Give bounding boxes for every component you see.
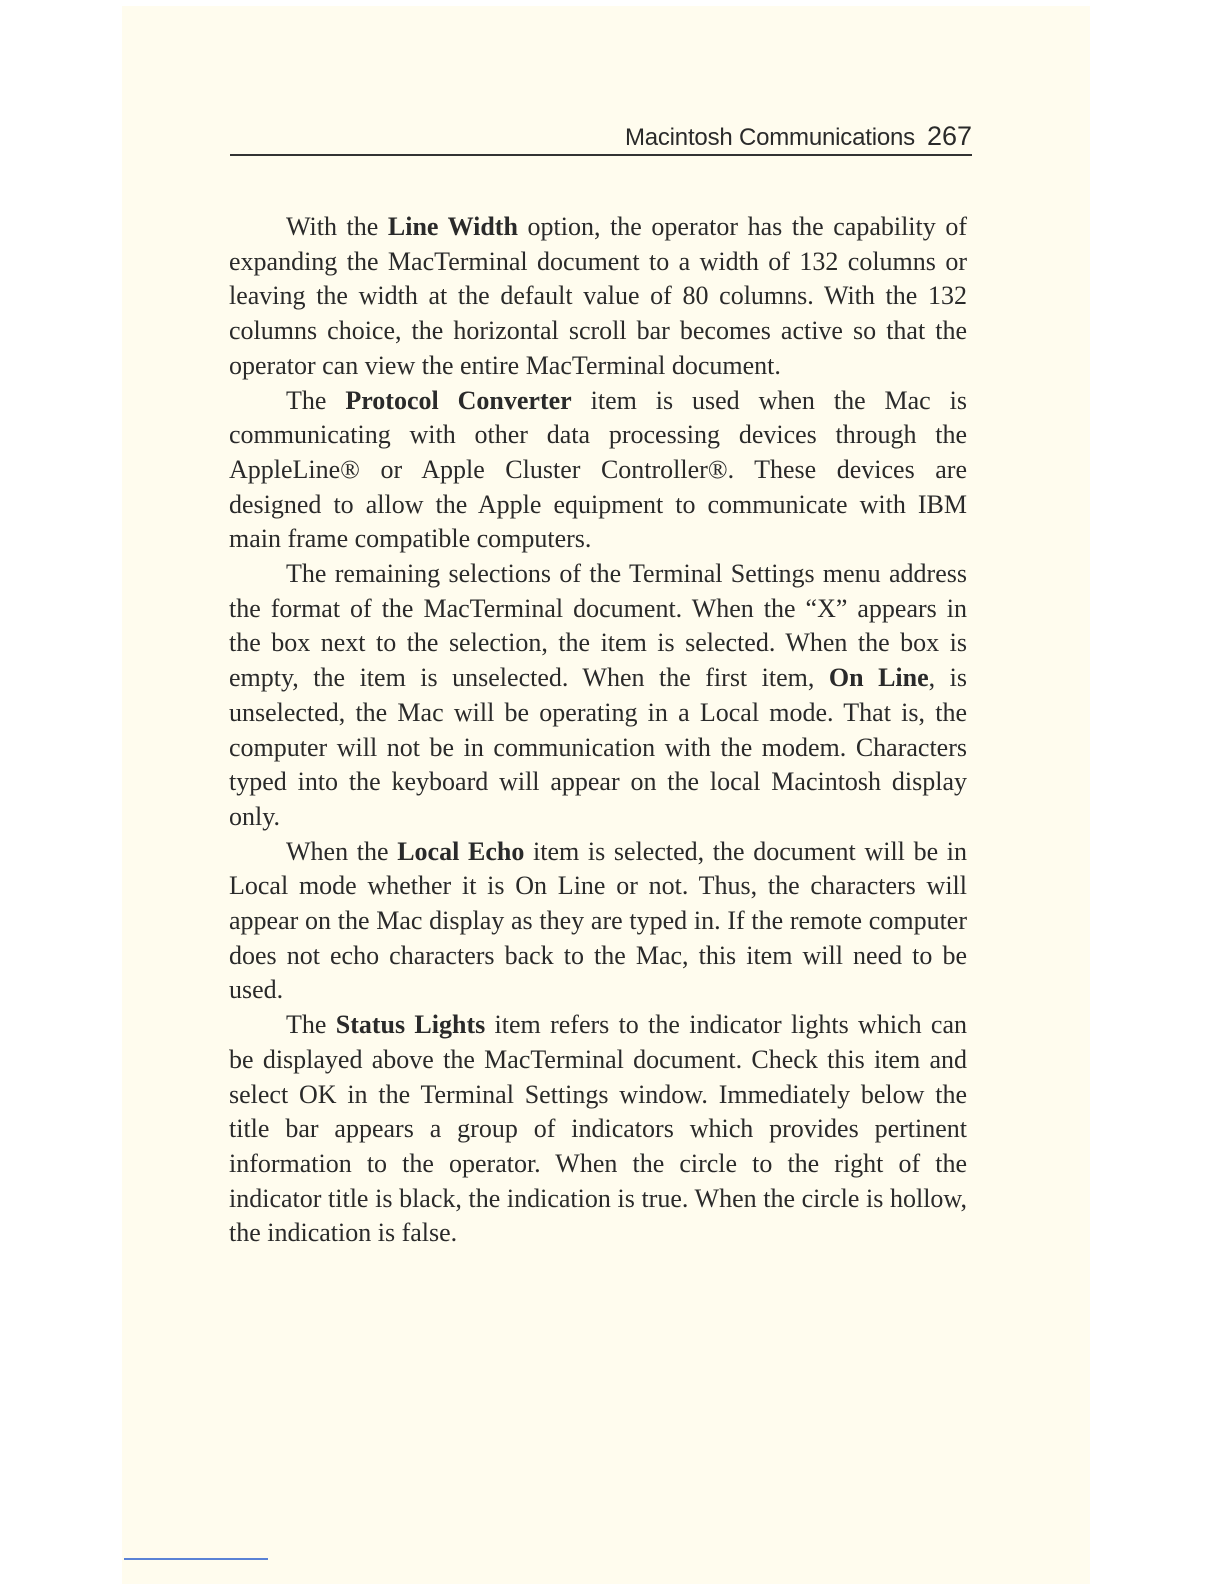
text-run: , is unselected, the Mac will be operating in a Local mode. That is, the computer will not be in communication with the modem. Characters typed into the keyboard will appear on the local Macintosh display only.	[229, 663, 968, 831]
term-local-echo: Local Echo	[397, 836, 525, 866]
text-run: item refers to the indicator lights which can be displayed above the MacTerminal document. Check this item and select OK in the Terminal Settings window. Immediately below the title bar appears a group of indicators which provides pertinent information to the operator. When the circle to the right of the indicator title is black, the indication is true. When the circle is hollow, the indication is false.	[229, 1010, 967, 1248]
running-header	[230, 118, 972, 156]
page-number: 267	[926, 121, 972, 151]
term-protocol-converter: Protocol Converter	[345, 385, 572, 415]
footer-rule	[124, 1558, 268, 1560]
text-run: option, the operator has the capability of expanding the MacTerminal document to a width of 132 columns or leaving the width at the default value of 80 columns. With the 132 columns choice, the horizontal scroll bar becomes active so that the operator can view the entire MacTerminal document.	[229, 212, 967, 380]
term-line-width: Line Width	[387, 212, 518, 241]
text-run: item is selected, the document will be in Local mode whether it is On Line or not. Thus, the characters will appear on the Mac display as they are typed in. If the remote computer does not echo characters back to the Mac, this item will need to be used.	[229, 836, 968, 1005]
text-run: When the	[286, 836, 398, 866]
header-title: Macintosh Communications	[624, 124, 915, 151]
text-run: The	[286, 1010, 336, 1040]
term-on-line: On Line	[828, 663, 929, 693]
body-text	[229, 210, 967, 1251]
text-run: item is used when the Mac is communicating with other data processing devices through the AppleLine® or Apple Cluster Controller®. These devices are designed to allow the Apple equipment to communicate with IBM main frame compatible computers.	[229, 385, 967, 554]
text-run: The	[286, 385, 346, 415]
term-status-lights: Status Lights	[335, 1010, 486, 1040]
paragraph-local-echo	[229, 835, 967, 1009]
paragraph-status-lights	[229, 1008, 967, 1251]
paragraph-line-width	[229, 210, 967, 384]
paragraph-on-line	[229, 557, 967, 835]
text-run: With the	[286, 212, 388, 241]
text-run: The remaining selections of the Terminal Settings menu address the format of the MacTerminal document. When the “X” appears in the box next to the selection, the item is selected. When the box is empty, the item is unselected. When the first item,	[229, 559, 967, 693]
paragraph-protocol-converter	[229, 384, 967, 558]
